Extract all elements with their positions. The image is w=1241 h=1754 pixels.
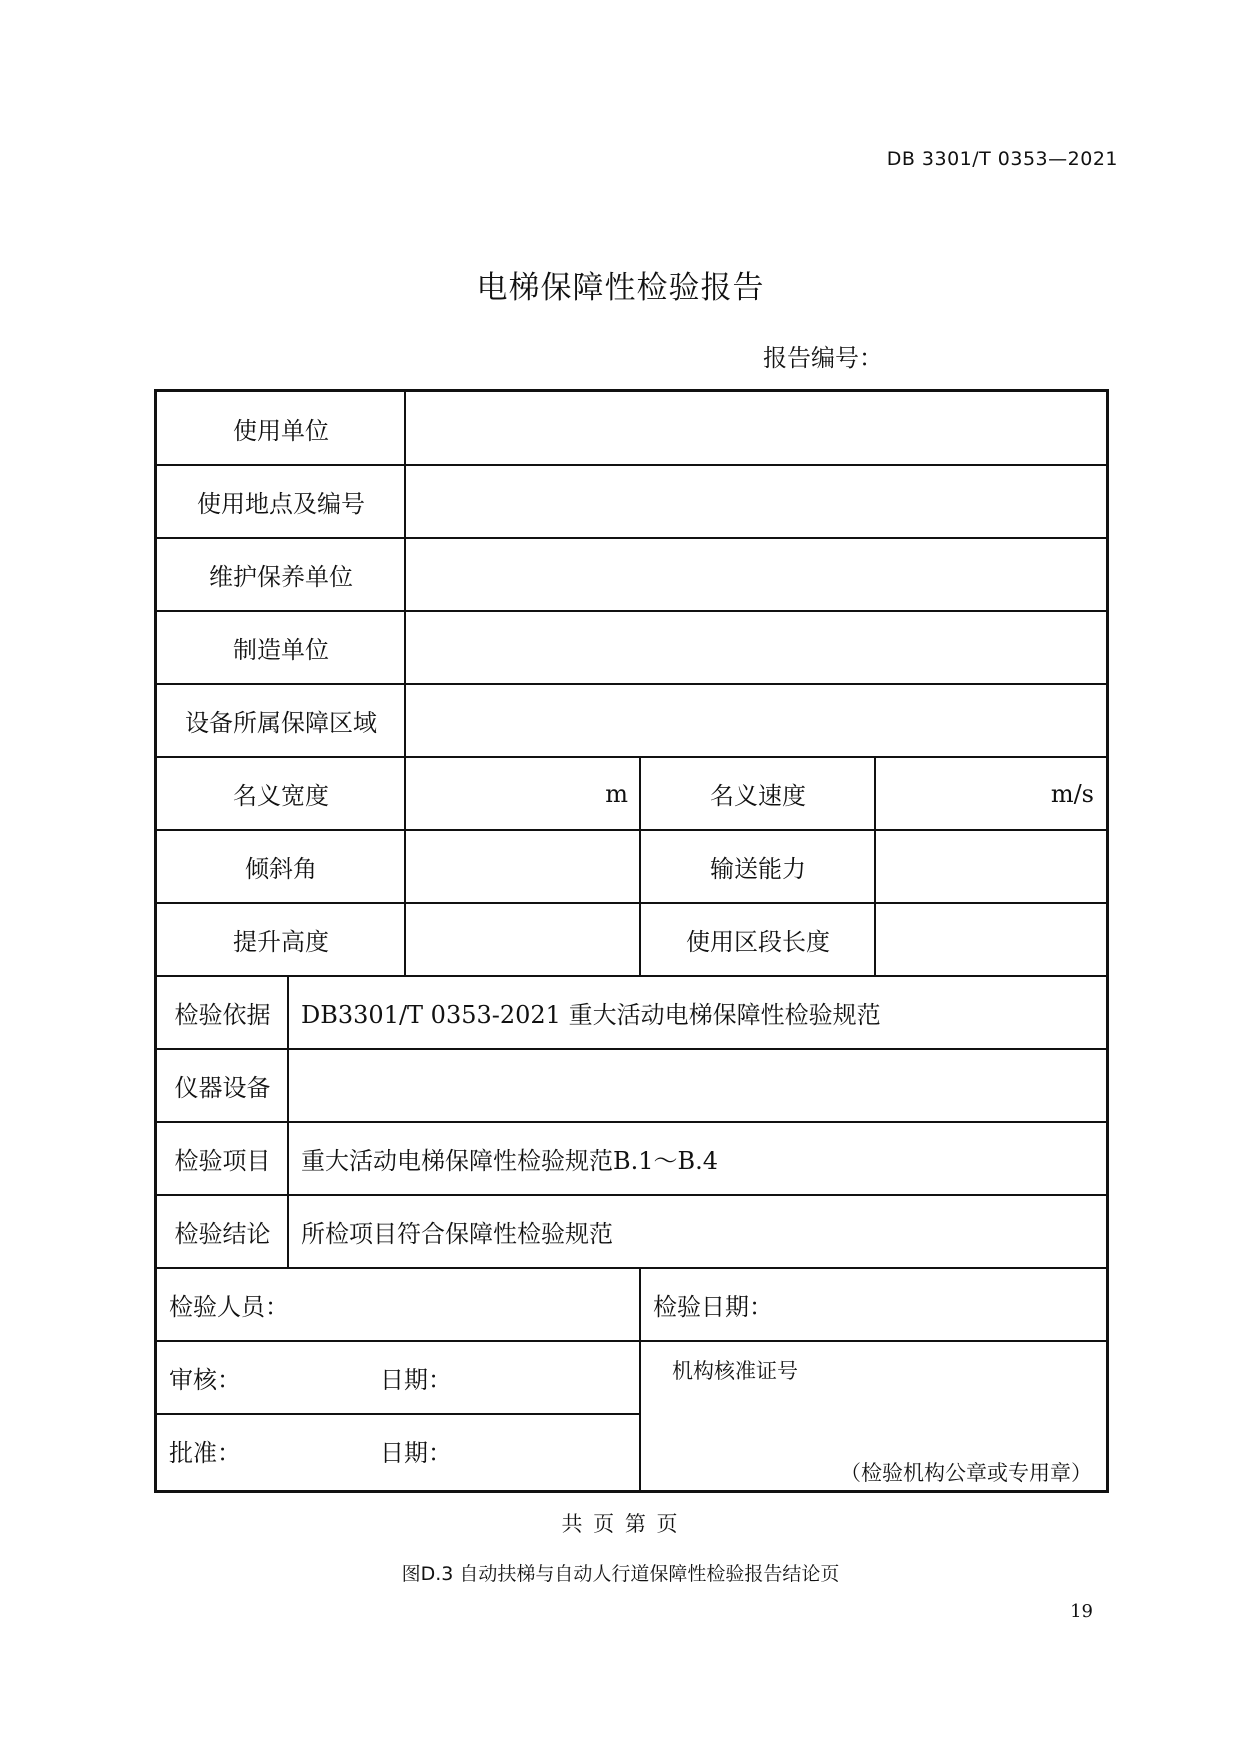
value-basis[interactable]: DB3301/T 0353-2021 重大活动电梯保障性检验规范 (301, 1001, 881, 1029)
report-number-label: 报告编号： (763, 344, 883, 372)
review-date-label[interactable]: 日期： (380, 1366, 452, 1394)
standard-code: DB 3301/T 0353—2021 (886, 148, 1118, 170)
label-instruments: 仪器设备 (174, 1074, 271, 1102)
label-capacity: 输送能力 (710, 855, 806, 883)
figure-caption: 图D.3 自动扶梯与自动人行道保障性检验报告结论页 (401, 1563, 840, 1585)
seal-note: （检验机构公章或专用章） (840, 1461, 1092, 1485)
value-manufacturer[interactable] (406, 611, 1106, 684)
unit-nominal-width[interactable]: m (605, 779, 628, 808)
label-user-unit: 使用单位 (233, 417, 329, 445)
value-instruments[interactable] (289, 1049, 1106, 1122)
approve-label[interactable]: 批准： (169, 1439, 241, 1467)
inspection-date-label[interactable]: 检验日期： (653, 1293, 773, 1321)
label-section-length: 使用区段长度 (686, 928, 830, 956)
label-items: 检验项目 (174, 1147, 271, 1175)
value-capacity[interactable] (876, 830, 1106, 903)
label-location-number: 使用地点及编号 (197, 490, 365, 518)
label-manufacturer: 制造单位 (233, 636, 329, 664)
label-nominal-speed: 名义速度 (710, 782, 806, 810)
report-table (154, 389, 1109, 1493)
page-number: 19 (1070, 1601, 1093, 1622)
label-guarantee-area: 设备所属保障区域 (185, 709, 377, 737)
inspector-label[interactable]: 检验人员： (169, 1293, 289, 1321)
document-title: 电梯保障性检验报告 (476, 270, 765, 306)
value-rise-height[interactable] (406, 903, 640, 976)
value-guarantee-area[interactable] (406, 684, 1106, 757)
value-conclusion[interactable]: 所检项目符合保障性检验规范 (301, 1220, 613, 1248)
value-user-unit[interactable] (406, 392, 1106, 465)
label-rise-height: 提升高度 (233, 928, 329, 956)
page-count: 共 页 第 页 (561, 1512, 680, 1536)
cert-number-label: 机构核准证号 (672, 1359, 798, 1383)
value-location-number[interactable] (406, 465, 1106, 538)
review-label[interactable]: 审核： (169, 1366, 241, 1394)
label-maintenance-unit: 维护保养单位 (209, 563, 353, 591)
label-basis: 检验依据 (174, 1001, 271, 1029)
value-items[interactable]: 重大活动电梯保障性检验规范B.1～B.4 (301, 1147, 719, 1175)
value-inclination[interactable] (406, 830, 640, 903)
label-conclusion: 检验结论 (174, 1220, 271, 1248)
label-nominal-width: 名义宽度 (233, 782, 329, 810)
value-section-length[interactable] (876, 903, 1106, 976)
label-inclination: 倾斜角 (245, 855, 317, 883)
value-maintenance-unit[interactable] (406, 538, 1106, 611)
approve-date-label[interactable]: 日期： (380, 1439, 452, 1467)
unit-nominal-speed[interactable]: m/s (1050, 779, 1094, 808)
